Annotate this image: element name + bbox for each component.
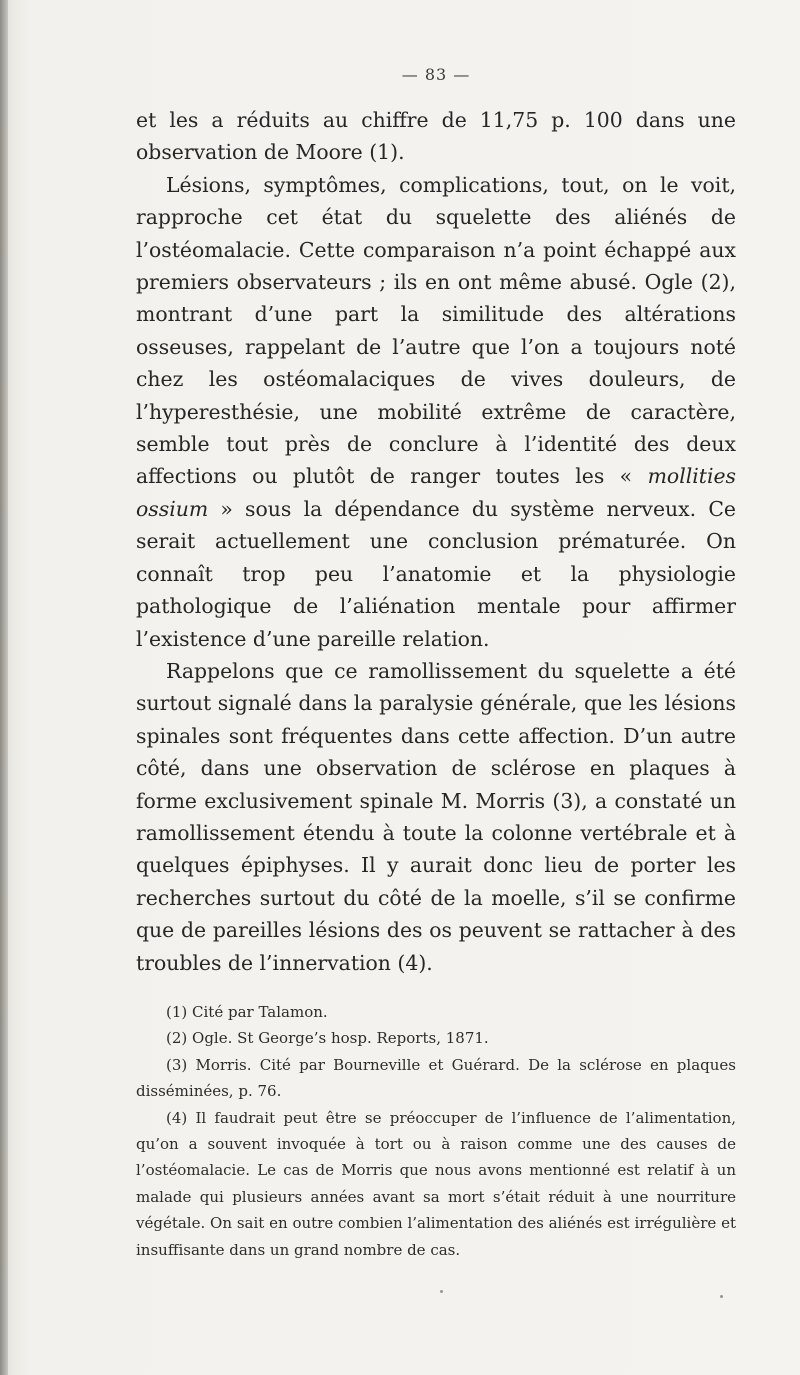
page-number: — 83 — bbox=[401, 65, 471, 84]
paragraph-2-italic: mollities ossium bbox=[136, 464, 737, 521]
paragraph-2 bbox=[136, 169, 736, 655]
text-column bbox=[136, 60, 736, 1263]
binding-edge bbox=[0, 0, 8, 1375]
footnote-4: (4) Il faudrait peut être se préoccuper de l’influence de l’alimentation, qu’on a souvent invoquée à tort ou à raison comme une des causes de l’ostéomalacie. Le cas de Morris que nous avons mentionné est relatif à un malade qui plusieurs années avant sa mort s’était réduit à une nourriture végétale. On sait en outre combien l’alimentation des aliénés est irrégulière et insuffisante dans un grand nombre de cas. bbox=[136, 1108, 736, 1259]
paragraph-2-end: » sous la dépendance du système nerveux. Ce serait actuellement une conclusion prématurée. On connaît trop peu l’anatomie et la physiologie pathologique de l’aliénation mentale pour affirmer l’existence d’une pareille relation. bbox=[136, 496, 736, 651]
footnote-3: (3) Morris. Cité par Bourneville et Guérard. De la sclérose en plaques disséminées, p. 76. bbox=[136, 1055, 736, 1101]
footnotes bbox=[136, 999, 736, 1263]
paper-speck bbox=[440, 1290, 443, 1293]
paragraph-2-start: Lésions, symptômes, complications, tout, on le voit, rapproche cet état du squelette des aliénés de l’ostéomalacie. Cette comparaison n’a point échappé aux premiers observateurs ; ils en ont même abusé. Ogle (2), montrant d’une part la similitude des altérations osseuses, rappelant de l’autre que l’on a toujours noté chez les ostéomalaciques de vives douleurs, de l’hyperesthésie, une mobilité extrême de caractère, semble tout près de conclure à l’identité des deux affections ou plutôt de ranger toutes les « bbox=[136, 172, 736, 489]
paragraph-1: et les a réduits au chiffre de 11,75 p. 100 dans une observation de Moore (1). bbox=[136, 108, 736, 165]
paper-speck bbox=[720, 1295, 723, 1298]
body-text bbox=[136, 104, 736, 979]
footnote-1: (1) Cité par Talamon. bbox=[166, 1002, 328, 1021]
footnote-2: (2) Ogle. St George’s hosp. Reports, 1871. bbox=[166, 1029, 489, 1048]
paragraph-3: Rappelons que ce ramollissement du squelette a été surtout signalé dans la paralysie générale, que les lésions spinales sont fréquentes dans cette affection. D’un autre côté, dans une observation de sclérose en plaques à forme exclusivement spinale M. Morris (3), a constaté un ramollissement étendu à toute la colonne vertébrale et à quelques épiphyses. Il y aurait donc lieu de porter les recherches surtout du côté de la moelle, s’il se confirme que de pareilles lésions des os peuvent se rattacher à des troubles de l’innervation (4). bbox=[136, 658, 736, 975]
